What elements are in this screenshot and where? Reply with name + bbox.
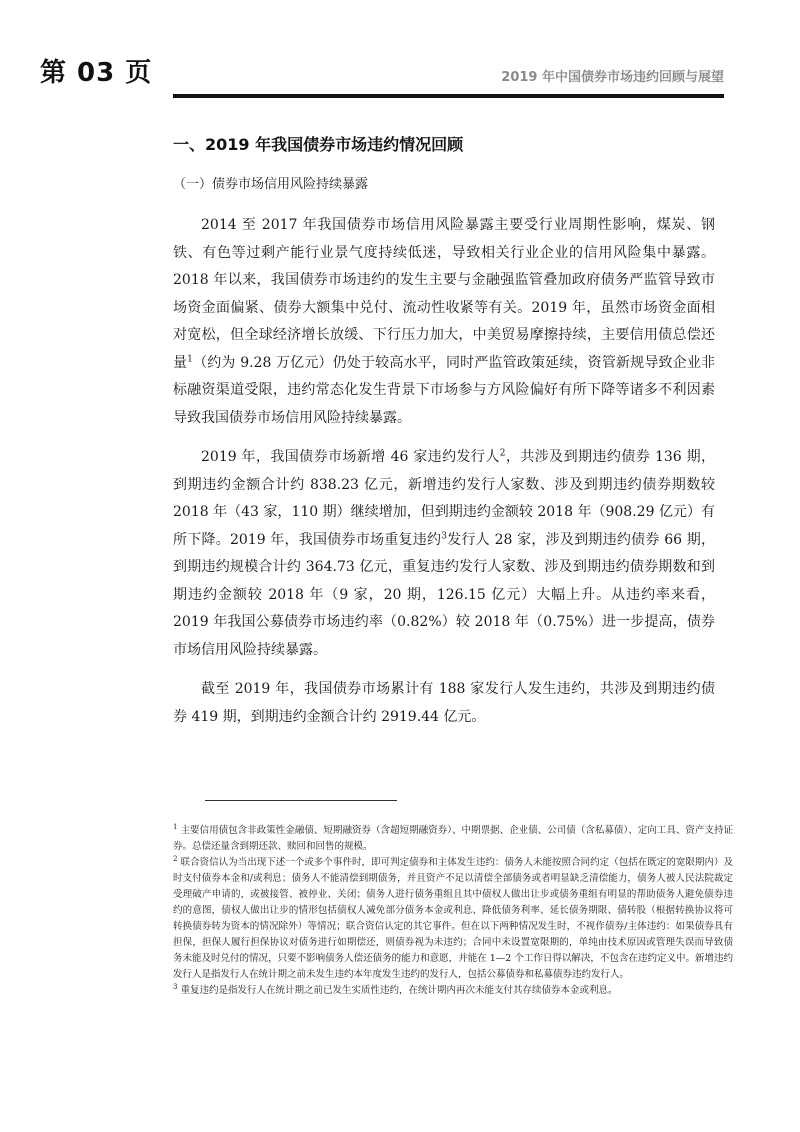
subsection-heading: （一）债券市场信用风险持续暴露 — [173, 177, 369, 192]
footnotes — [173, 823, 733, 999]
footnote-2: $^2$ 联合资信认为当出现下述一个或多个事件时，即可判定债券和主体发生违约：债务人未能按照合同约定（包括在既定的宽限期内）及时支付债券本金和/或利息；债务人不能清偿到期债务，并且资产不足以清偿全部债务或者明显缺乏清偿能力，债务人被人民法院裁定受理破产申请的，或被接管、被停业、关闭；债务人进行债务重组且其中债权人做出让步或债务重组有明显的帮助债务人避免债券违约的意图，债权人做出让步的情形包括债权人减免部分债务本金或利息、降低债务利率、延长债务期限、债转股（根据转换协议将可转换债券转为资本的情况除外）等情况；联合资信认定的其它事件。但在以下两种情况发生时，不视作债券/主体违约：如果债券具有担保，担保人履行担保协议对债务进行如期偿还，则债券视为未违约；合同中未设置宽限期的，单纯由技术原因或管理失误而导致债务未能及时兑付的情况，只要不影响债务人偿还债务的能力和意愿，并能在 1—2 个工作日得以解决，不包含在违约定义中。新增违约发行人是指发行人在统计期之前未发生违约本年度发生违约的发行人，包括公募债券和私募债券违约发行人。 — [173, 854, 733, 980]
footnote-1: $^1$ 主要信用债包含非政策性金融债、短期融资券（含超短期融资券）、中期票据、企业债、公司债（含私募债）、定向工具、资产支持证券。总偿还量含到期还款、赎回和回售的规模。 — [173, 822, 733, 852]
page-number: 第 03 页 — [40, 58, 153, 88]
footnote-3: $^3$ 重复违约是指发行人在统计期之前已发生实质性违约，在统计期内再次未能支付其存续债券本金或利息。 — [173, 982, 618, 996]
paragraph-2: 2019 年，我国债券市场新增 46 家违约发行人$^2$，共涉及到期违约债券 136 期，到期违约金额合计约 838.23 亿元，新增违约发行人家数、涉及到期违约债券期数较 2018 年（43 家，110 期）继续增加，但到期违约金额较 2018 年（908.29 亿元）有所下降。2019 年，我国债券市场重复违约$^3$发行人 28 家，涉及到期违约债券 66 期，到期违约规模合计约 364.73 亿元，重复违约发行人家数、涉及到期违约债券期数和到期违约金额较 2018 年（9 家，20 期，126.15 亿元）大幅上升。从违约率来看，2019 年我国公募债券市场违约率（0.82%）较 2018 年（0.75%）进一步提高，债券市场信用风险持续暴露。 — [173, 448, 716, 658]
paragraph-3: 截至 2019 年，我国债券市场累计有 188 家发行人发生违约，共涉及到期违约债券 419 期，到期违约金额合计约 2919.44 亿元。 — [173, 681, 715, 725]
header-divider — [173, 94, 724, 98]
section-heading: 一、2019 年我国债券市场违约情况回顾 — [173, 135, 464, 154]
footnote-ref-3: 3 — [441, 530, 447, 541]
paragraph-1: 2014 至 2017 年我国债券市场信用风险暴露主要受行业周期性影响，煤炭、钢铁、有色等过剩产能行业景气度持续低迷，导致相关行业企业的信用风险集中暴露。2018 年以来，我国债券市场违约的发生主要与金融强监管叠加政府债务严监管导致市场资金面偏紧、债券大额集中兑付、流动性收紧等有关。2019 年，虽然市场资金面相对宽松，但全球经济增长放缓、下行压力加大，中美贸易摩擦持续，主要信用债总偿还量$^1$（约为 9.28 万亿元）仍处于较高水平，同时严监管政策延续，资管新规导致企业非标融资渠道受限，违约常态化发生背景下市场参与方风险偏好有所下降等诸多不利因素导致我国债券市场信用风险持续暴露。 — [173, 217, 715, 426]
body-text — [173, 212, 715, 743]
footnote-ref-1: 1 — [187, 353, 193, 364]
footnote-divider — [205, 800, 397, 801]
footnote-ref-2: 2 — [499, 448, 506, 459]
report-title: 2019 年中国债券市场违约回顾与展望 — [501, 70, 724, 85]
